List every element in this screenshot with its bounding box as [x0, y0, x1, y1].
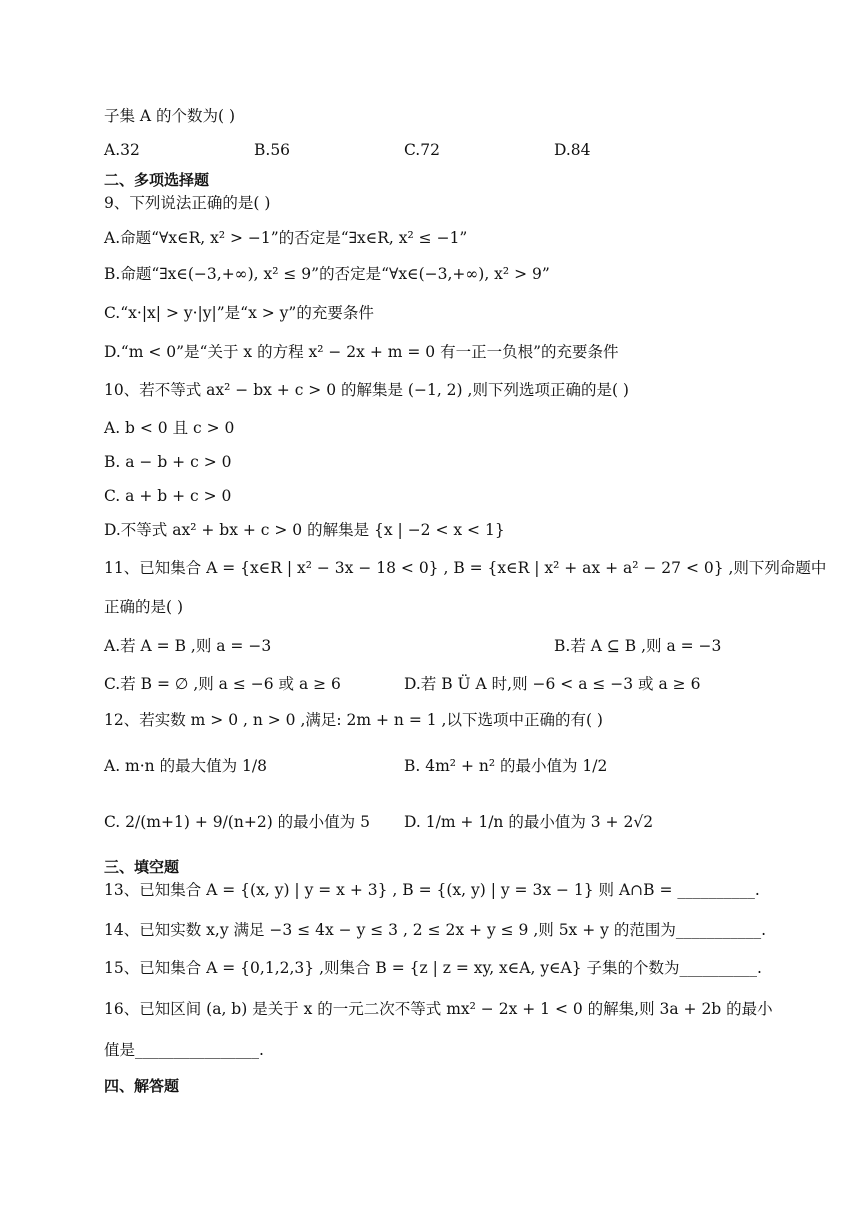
q8-stem-tail: 子集 A 的个数为( )	[104, 107, 236, 125]
q8-option-c: C.72	[404, 141, 440, 159]
q16-stem-continued: 值是________________.	[104, 1041, 264, 1059]
q12-option-c: C. 2/(m+1) + 9/(n+2) 的最小值为 5	[104, 813, 370, 831]
q10-option-c: C. a + b + c > 0	[104, 487, 232, 505]
q9-option-b: B.命题“∃x∈(−3,+∞), x² ≤ 9”的否定是“∀x∈(−3,+∞), x² > 9”	[104, 265, 550, 283]
q10-option-d: D.不等式 ax² + bx + c > 0 的解集是 {x | −2 < x < 1}	[104, 521, 505, 539]
q10-option-b: B. a − b + c > 0	[104, 453, 232, 471]
q11-option-d: D.若 B Ü A 时,则 −6 < a ≤ −3 或 a ≥ 6	[404, 675, 701, 693]
q11-option-b: B.若 A ⊆ B ,则 a = −3	[554, 637, 722, 655]
section-heading-answer: 四、解答题	[104, 1077, 180, 1095]
section-heading-fill-in: 三、填空题	[104, 858, 180, 876]
q11-stem-continued: 正确的是( )	[104, 598, 184, 616]
q9-option-a: A.命题“∀x∈R, x² > −1”的否定是“∃x∈R, x² ≤ −1”	[104, 229, 468, 247]
q16-stem: 16、已知区间 (a, b) 是关于 x 的一元二次不等式 mx² − 2x + 1 < 0 的解集,则 3a + 2b 的最小	[104, 1000, 773, 1018]
q8-option-b: B.56	[254, 141, 291, 159]
q9-option-c: C.“x·|x| > y·|y|”是“x > y”的充要条件	[104, 304, 374, 322]
q11-option-a: A.若 A = B ,则 a = −3	[104, 637, 272, 655]
q12-stem: 12、若实数 m > 0 , n > 0 ,满足: 2m + n = 1 ,以下选项中正确的有( )	[104, 711, 603, 729]
q10-stem: 10、若不等式 ax² − bx + c > 0 的解集是 (−1, 2) ,则下列选项正确的是( )	[104, 381, 629, 399]
q12-option-a: A. m·n 的最大值为 1/8	[104, 757, 267, 775]
q14-stem: 14、已知实数 x,y 满足 −3 ≤ 4x − y ≤ 3 , 2 ≤ 2x + y ≤ 9 ,则 5x + y 的范围为___________.	[104, 921, 766, 939]
q9-option-d: D.“m < 0”是“关于 x 的方程 x² − 2x + m = 0 有一正一负根”的充要条件	[104, 343, 619, 361]
q9-stem: 9、下列说法正确的是( )	[104, 194, 271, 212]
q12-option-b: B. 4m² + n² 的最小值为 1/2	[404, 757, 608, 775]
q11-stem: 11、已知集合 A = {x∈R | x² − 3x − 18 < 0} , B = {x∈R | x² + ax + a² − 27 < 0} ,则下列命题中	[104, 559, 827, 577]
q10-option-a: A. b < 0 且 c > 0	[104, 419, 235, 437]
q15-stem: 15、已知集合 A = {0,1,2,3} ,则集合 B = {z | z = xy, x∈A, y∈A} 子集的个数为__________.	[104, 959, 762, 977]
q12-option-d: D. 1/m + 1/n 的最小值为 3 + 2√2	[404, 813, 654, 831]
q11-option-c: C.若 B = ∅ ,则 a ≤ −6 或 a ≥ 6	[104, 675, 341, 693]
q13-stem: 13、已知集合 A = {(x, y) | y = x + 3} , B = {(x, y) | y = 3x − 1} 则 A∩B = __________.	[104, 881, 760, 899]
section-heading-multiple-choice: 二、多项选择题	[104, 171, 210, 189]
q8-option-d: D.84	[554, 141, 591, 159]
q8-option-a: A.32	[104, 141, 140, 159]
